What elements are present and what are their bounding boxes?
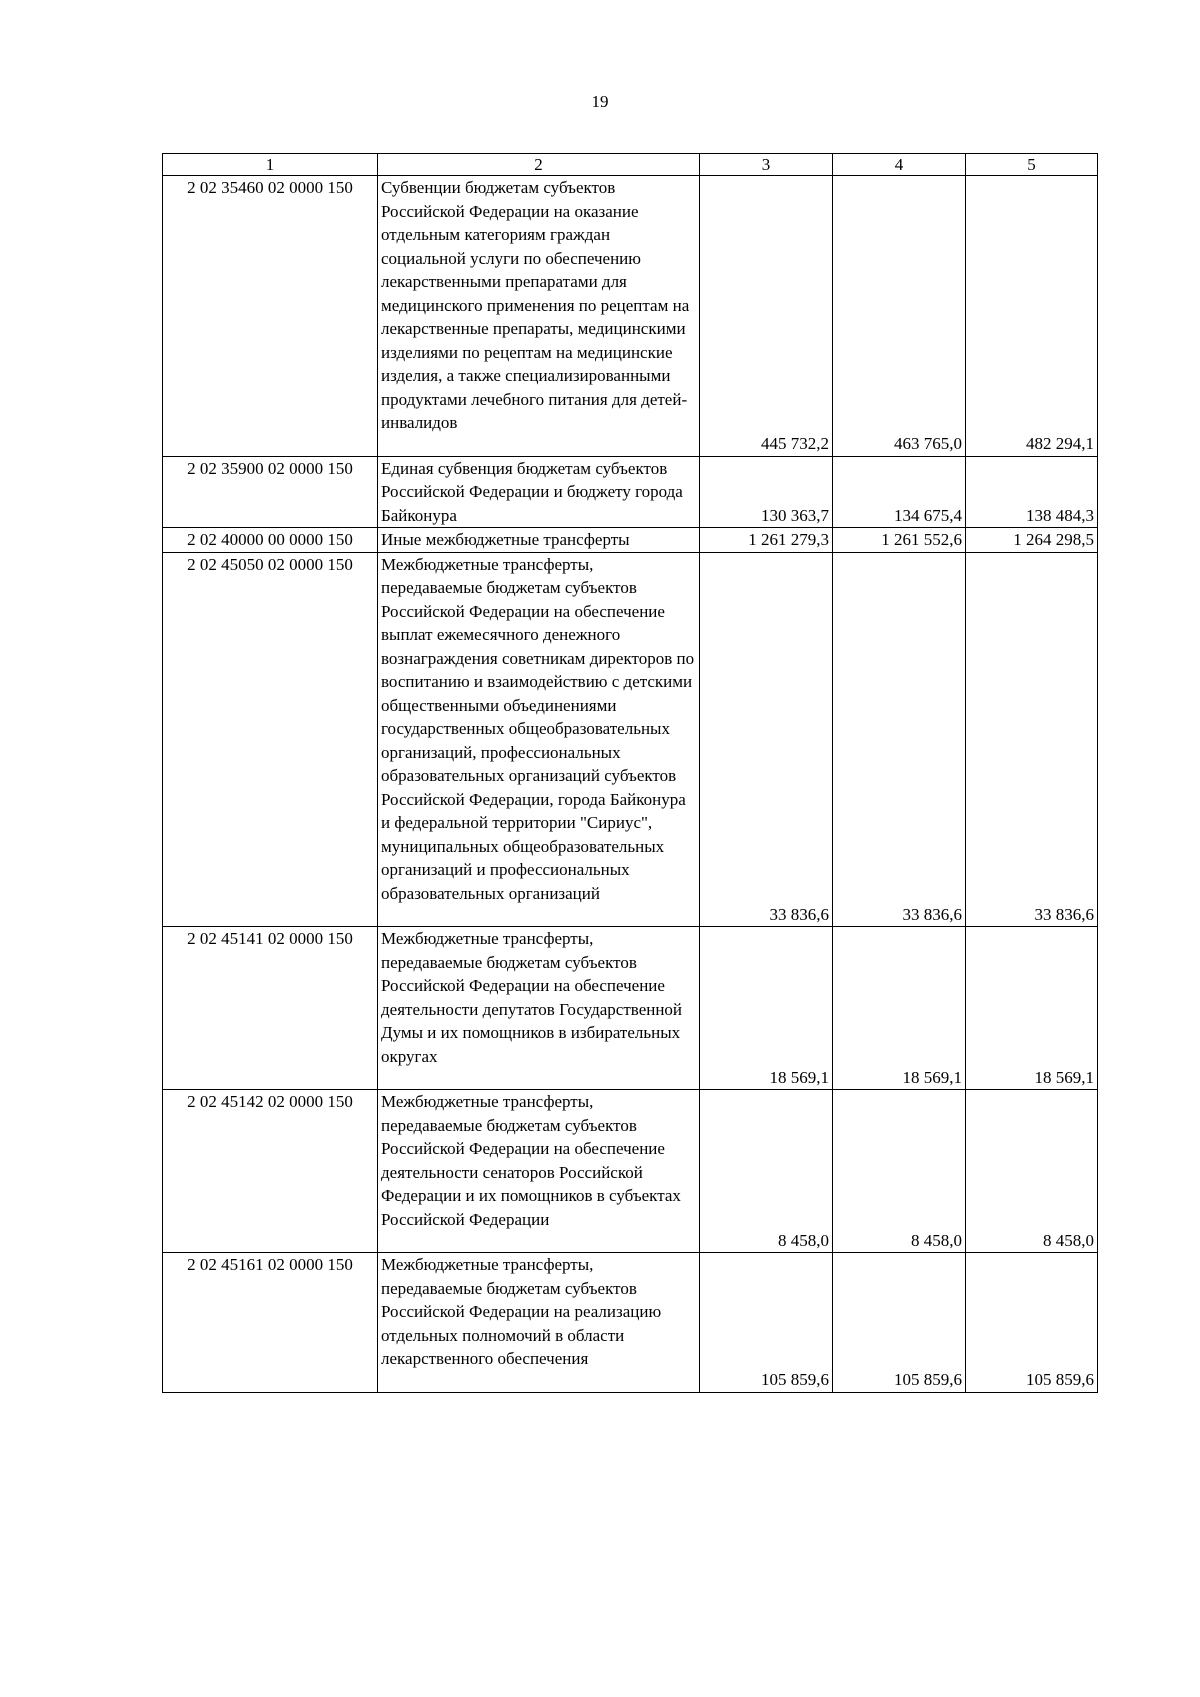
row-value-5: 18 569,1 [966, 927, 1098, 1090]
row-code: 2 02 45141 02 0000 150 [163, 927, 378, 1090]
row-name: Единая субвенция бюджетам субъектов Российской Федерации и бюджету города Байконура [378, 456, 700, 528]
row-code: 2 02 45050 02 0000 150 [163, 552, 378, 927]
row-value-3: 130 363,7 [700, 456, 833, 528]
row-name [378, 176, 700, 457]
row-value-4: 8 458,0 [833, 1090, 966, 1253]
row-value-4: 1 261 552,6 [833, 528, 966, 553]
table-row [163, 1253, 1098, 1393]
row-code: 2 02 40000 00 0000 150 [163, 528, 378, 553]
budget-table [162, 153, 1098, 1393]
table-row [163, 552, 1098, 927]
row-value-3: 33 836,6 [700, 552, 833, 927]
row-name: Иные межбюджетные трансферты [378, 528, 700, 553]
header-col-4: 4 [833, 154, 966, 176]
row-code: 2 02 35900 02 0000 150 [163, 456, 378, 528]
row-name [378, 552, 700, 927]
row-value-5: 105 859,6 [966, 1253, 1098, 1393]
row-name-text: Межбюджетные трансферты, передаваемые бюджетам субъектов Российской Федерации на реализацию отдельных полномочий в области лекарственного обеспечения [381, 1255, 662, 1368]
row-value-3: 445 732,2 [700, 176, 833, 457]
row-value-3: 8 458,0 [700, 1090, 833, 1253]
header-col-1: 1 [163, 154, 378, 176]
row-value-4: 33 836,6 [833, 552, 966, 927]
row-value-4: 463 765,0 [833, 176, 966, 457]
row-value-4: 18 569,1 [833, 927, 966, 1090]
header-col-2: 2 [378, 154, 700, 176]
table-row [163, 176, 1098, 457]
header-col-5: 5 [966, 154, 1098, 176]
header-col-3: 3 [700, 154, 833, 176]
row-value-4: 134 675,4 [833, 456, 966, 528]
row-value-5: 8 458,0 [966, 1090, 1098, 1253]
row-name-text: Субвенции бюджетам субъектов Российской Федерации на оказание отдельным категориям граждан социальной услуги по обеспечению лекарственными препаратами для медицинского применения по рецептам на лекарственные препараты, медицинскими изделиями по рецептам на медицинские изделия, а также специализированными продуктами лечебного питания для детей-инвалидов [381, 178, 690, 432]
table-row [163, 456, 1098, 528]
row-name [378, 1253, 700, 1393]
row-code: 2 02 35460 02 0000 150 [163, 176, 378, 457]
row-value-3: 1 261 279,3 [700, 528, 833, 553]
row-value-5: 1 264 298,5 [966, 528, 1098, 553]
row-value-5: 33 836,6 [966, 552, 1098, 927]
row-value-5: 482 294,1 [966, 176, 1098, 457]
row-value-4: 105 859,6 [833, 1253, 966, 1393]
header-row [163, 154, 1098, 176]
row-name-text: Межбюджетные трансферты, передаваемые бюджетам субъектов Российской Федерации на обеспечение деятельности сенаторов Российской Федерации и их помощников в субъектах Российской Федерации [381, 1092, 681, 1229]
row-value-3: 105 859,6 [700, 1253, 833, 1393]
row-code: 2 02 45142 02 0000 150 [163, 1090, 378, 1253]
table-row [163, 927, 1098, 1090]
row-name-text: Межбюджетные трансферты, передаваемые бюджетам субъектов Российской Федерации на обеспечение выплат ежемесячного денежного вознаграждения советникам директоров по воспитанию и взаимодействию с детскими общественными объединениями государственных общеобразовательных организаций, профессиональных образовательных организаций субъектов Российской Федерации, города Байконура и федеральной территории "Сириус", муниципальных общеобразовательных организаций и профессиональных образовательных организаций [381, 554, 695, 903]
row-value-3: 18 569,1 [700, 927, 833, 1090]
table-row [163, 528, 1098, 553]
row-code: 2 02 45161 02 0000 150 [163, 1253, 378, 1393]
row-name [378, 927, 700, 1090]
page-number: 19 [591, 92, 609, 111]
row-value-5: 138 484,3 [966, 456, 1098, 528]
row-name-text: Межбюджетные трансферты, передаваемые бюджетам субъектов Российской Федерации на обеспечение деятельности депутатов Государственной Думы и их помощников в избирательных округах [381, 929, 683, 1066]
row-name [378, 1090, 700, 1253]
table-row [163, 1090, 1098, 1253]
